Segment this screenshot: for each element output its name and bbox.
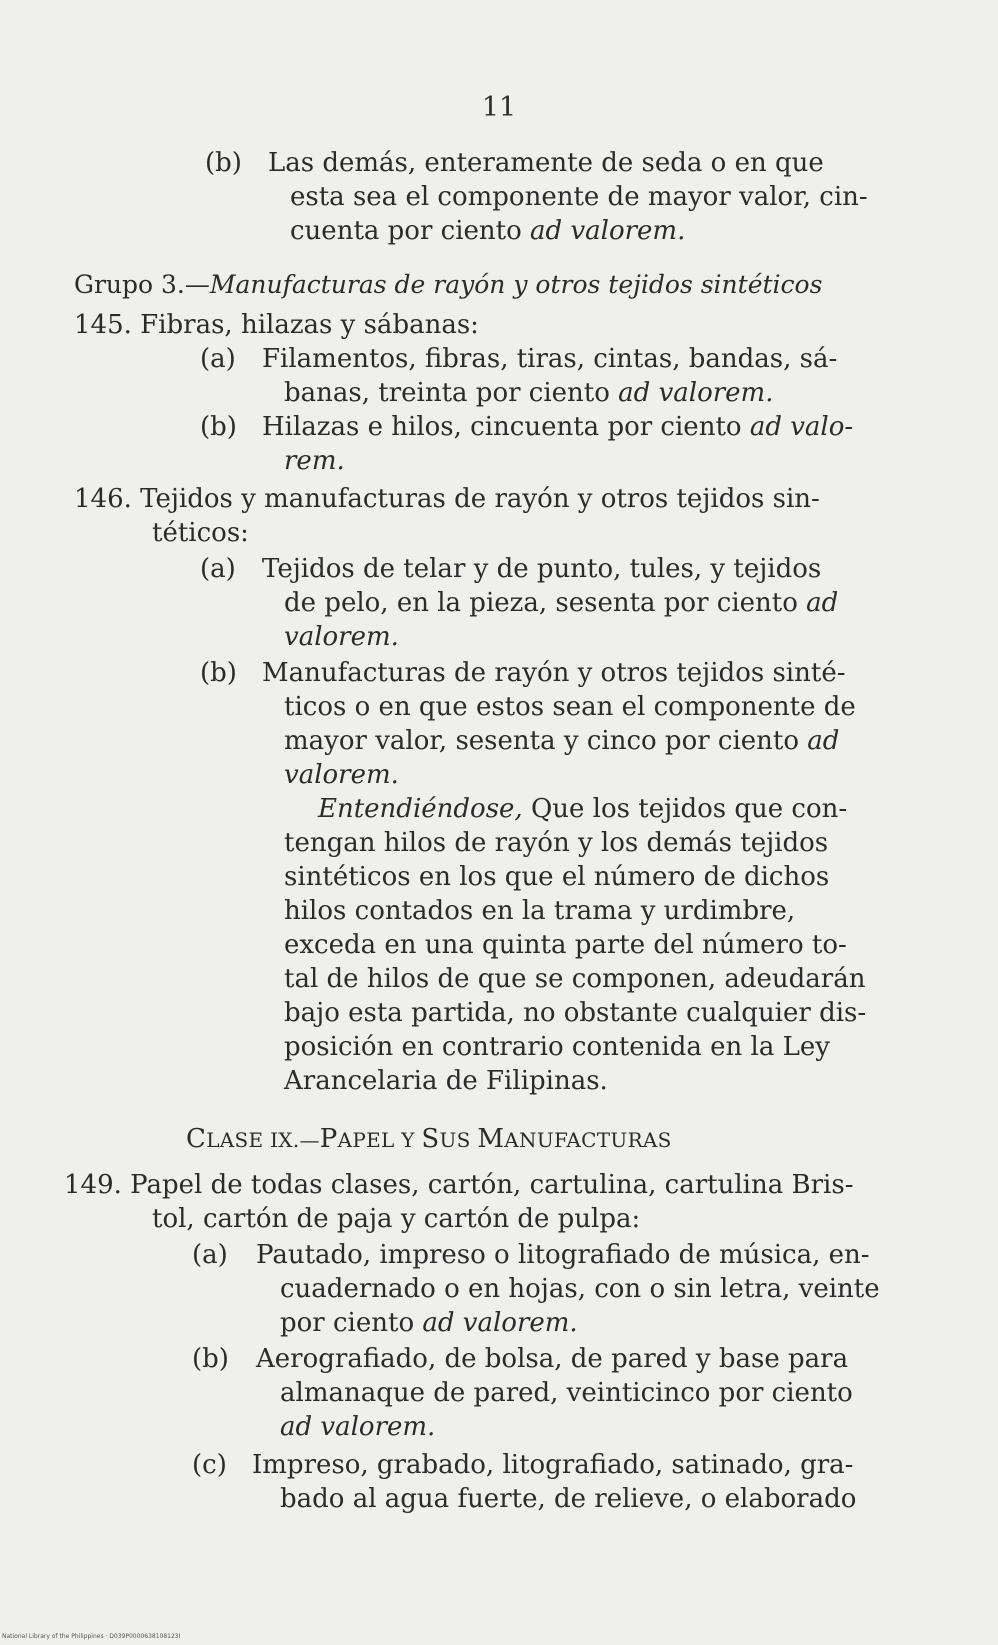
- text-line: cuadernado o en hojas, con o sin letra, veinte: [280, 1274, 880, 1304]
- para-label: (a): [192, 1240, 228, 1270]
- text-line: Pautado, impreso o litografiado de música, en-: [256, 1240, 870, 1270]
- text-line: bado al agua fuerte, de relieve, o elaborado: [280, 1484, 857, 1514]
- text-line: Aerografiado, de bolsa, de pared y base para: [256, 1344, 849, 1374]
- text-line: Manufacturas de rayón y otros tejidos sinté-: [262, 658, 846, 688]
- para-label: (b): [200, 412, 237, 442]
- para-label: (b): [192, 1344, 229, 1374]
- proviso-line: bajo esta partida, no obstante cualquier dis-: [284, 998, 867, 1028]
- text-line: de pelo, en la pieza, sesenta por ciento ad: [284, 588, 839, 618]
- text-line: valorem.: [284, 622, 399, 652]
- proviso-line: tal de hilos de que se componen, adeudarán: [284, 964, 866, 994]
- text-line: rem.: [284, 446, 345, 476]
- text-line: banas, treinta por ciento ad valorem.: [284, 378, 774, 408]
- text-line: valorem.: [284, 760, 399, 790]
- text-line: Las demás, enteramente de seda o en que: [268, 148, 824, 178]
- proviso-line: hilos contados en la trama y urdimbre,: [284, 896, 796, 926]
- text-line: ticos o en que estos sean el componente de: [284, 692, 856, 722]
- text-line: cuenta por ciento ad valorem.: [290, 216, 686, 246]
- para-label: (a): [200, 554, 236, 584]
- para-label: (a): [200, 344, 236, 374]
- text-line: esta sea el componente de mayor valor, cin-: [290, 182, 868, 212]
- para-label: (c): [192, 1450, 227, 1480]
- group-heading: Grupo 3.—Manufacturas de rayón y otros tejidos sintéticos: [74, 270, 823, 299]
- text-line: téticos:: [152, 518, 249, 548]
- proviso-line: Entendiéndose, Que los tejidos que con-: [318, 794, 848, 824]
- proviso-line: exceda en una quinta parte del número to-: [284, 930, 847, 960]
- text-line: Filamentos, fibras, tiras, cintas, bandas, sá-: [262, 344, 838, 374]
- proviso-line: posición en contrario contenida en la Ley: [284, 1032, 830, 1062]
- proviso-line: Arancelaria de Filipinas.: [284, 1066, 608, 1096]
- proviso-line: tengan hilos de rayón y los demás tejidos: [284, 828, 829, 858]
- para-label: (b): [200, 658, 237, 688]
- para-label: (b): [205, 148, 242, 178]
- item-heading: 146. Tejidos y manufacturas de rayón y otros tejidos sin-: [74, 484, 820, 514]
- text-line: Hilazas e hilos, cincuenta por ciento ad valo-: [262, 412, 854, 442]
- proviso-line: sintéticos en los que el número de dichos: [284, 862, 830, 892]
- page-number: 11: [481, 92, 517, 123]
- item-heading: 145. Fibras, hilazas y sábanas:: [74, 310, 479, 340]
- text-line: Impreso, grabado, litografiado, satinado, gra-: [252, 1450, 854, 1480]
- scan-footer: National Library of the Philippines · D039P0000638108123I: [2, 1633, 181, 1640]
- class-heading: CLASE IX.—PAPEL Y SUS MANUFACTURAS: [186, 1124, 672, 1154]
- text-line: ad valorem.: [280, 1412, 436, 1442]
- item-heading: 149. Papel de todas clases, cartón, cartulina, cartulina Bris-: [64, 1170, 854, 1200]
- text-line: tol, cartón de paja y cartón de pulpa:: [152, 1204, 641, 1234]
- text-line: almanaque de pared, veinticinco por ciento: [280, 1378, 853, 1408]
- text-line: por ciento ad valorem.: [280, 1308, 578, 1338]
- text-line: Tejidos de telar y de punto, tules, y tejidos: [262, 554, 822, 584]
- text-line: mayor valor, sesenta y cinco por ciento ad: [284, 726, 840, 756]
